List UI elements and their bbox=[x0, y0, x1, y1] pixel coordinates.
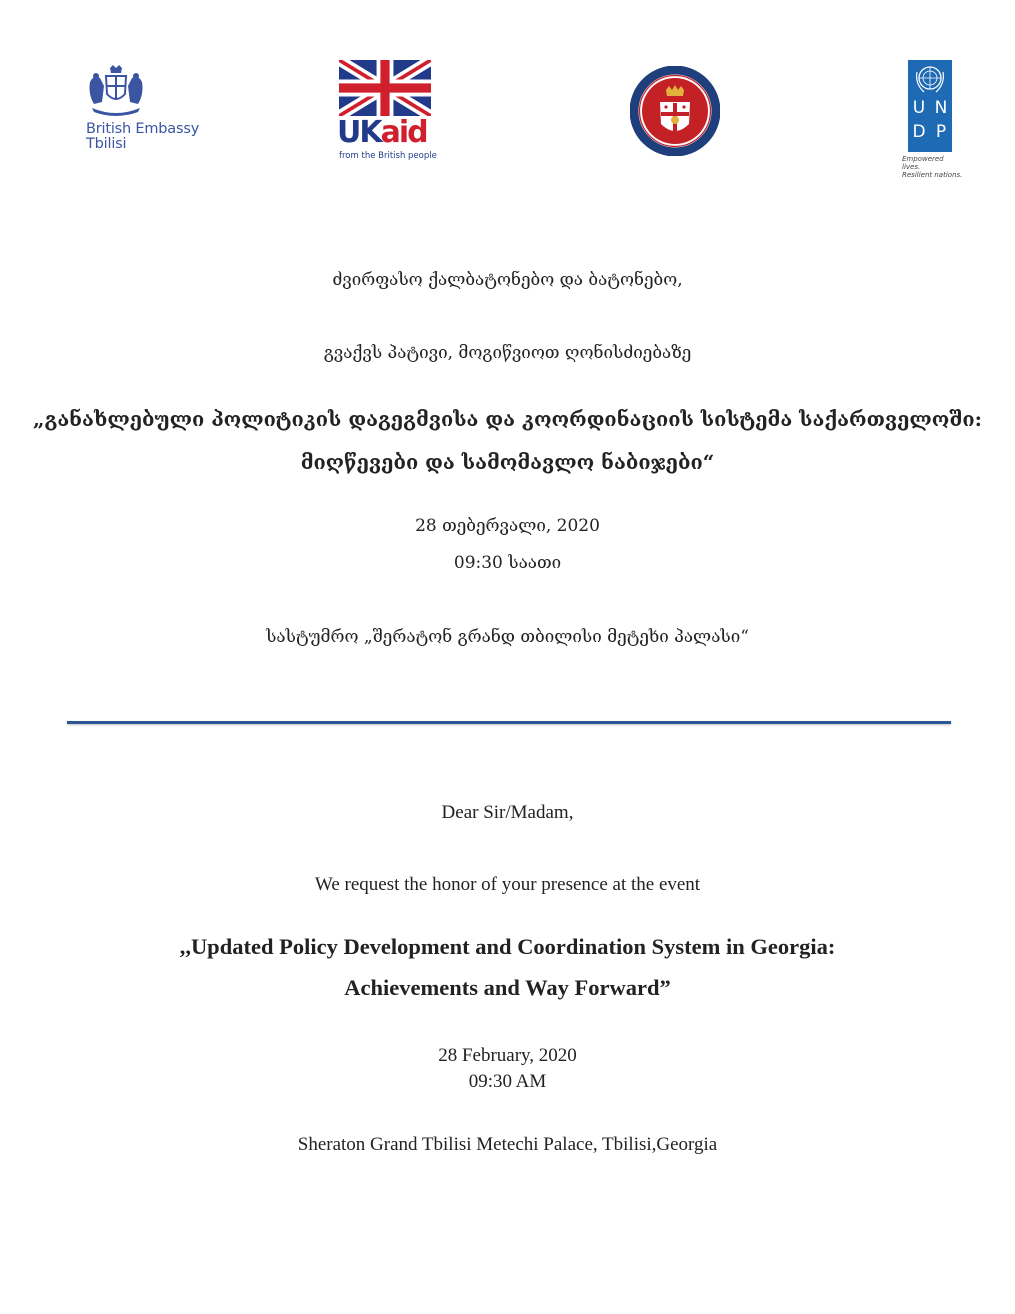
georgian-greeting: ძვირფასო ქალბატონებო და ბატონებო, bbox=[332, 270, 683, 290]
ukaid-aid: aid bbox=[380, 115, 427, 150]
undp-tagline bbox=[902, 155, 964, 179]
undp-tagline-line1: Empowered lives. bbox=[902, 155, 944, 171]
embassy-name: British Embassy bbox=[86, 121, 200, 137]
english-venue: Sheraton Grand Tbilisi Metechi Palace, Tbilisi,Georgia bbox=[297, 1134, 718, 1155]
undp-letter: P bbox=[935, 122, 947, 142]
georgian-date: 28 თებერვალი, 2020 bbox=[415, 516, 600, 536]
undp-logo bbox=[902, 60, 963, 179]
undp-letter: N bbox=[934, 98, 948, 118]
english-title-line2: Achievements and Way Forward” bbox=[344, 975, 671, 1000]
english-title-line1: ,,Updated Policy Development and Coordination System in Georgia: bbox=[179, 934, 836, 959]
undp-letter: D bbox=[912, 122, 926, 142]
english-request: We request the honor of your presence at the event bbox=[314, 874, 701, 895]
undp-letter: U bbox=[912, 98, 926, 118]
embassy-city: Tbilisi bbox=[86, 136, 127, 152]
english-date: 28 February, 2020 bbox=[438, 1045, 577, 1066]
royal-coat-of-arms-icon bbox=[84, 64, 148, 118]
ukaid-uk: UK bbox=[337, 115, 381, 150]
ukaid-logo bbox=[337, 60, 437, 168]
government-seal-logo bbox=[630, 66, 720, 156]
section-divider bbox=[67, 721, 951, 724]
georgian-venue: სასტუმრო „შერატონ გრანდ თბილისი მეტეხი პალასი“ bbox=[266, 627, 749, 647]
undp-tagline-line2: Resilient nations. bbox=[902, 171, 963, 179]
georgian-title-line2: მიღწევები და სამომავლო ნაბიჯები“ bbox=[300, 450, 715, 474]
english-time: 09:30 AM bbox=[468, 1071, 547, 1092]
english-greeting: Dear Sir/Madam, bbox=[441, 802, 574, 823]
un-emblem-icon bbox=[908, 62, 952, 98]
union-jack-flag-icon bbox=[339, 60, 431, 116]
logo-bar bbox=[0, 0, 1015, 190]
georgian-request: გვაქვს პატივი, მოგიწვიოთ ღონისძიებაზე bbox=[323, 343, 692, 363]
british-embassy-logo bbox=[80, 64, 210, 160]
ukaid-wordmark bbox=[337, 117, 437, 149]
ukaid-tagline: from the British people bbox=[339, 151, 437, 161]
georgian-title-line1: „განახლებული პოლიტიკის დაგეგმვისა და კოორდინაციის სისტემა საქართველოში: bbox=[33, 407, 982, 431]
government-seal-icon bbox=[630, 66, 720, 156]
georgian-time: 09:30 საათი bbox=[453, 553, 562, 573]
